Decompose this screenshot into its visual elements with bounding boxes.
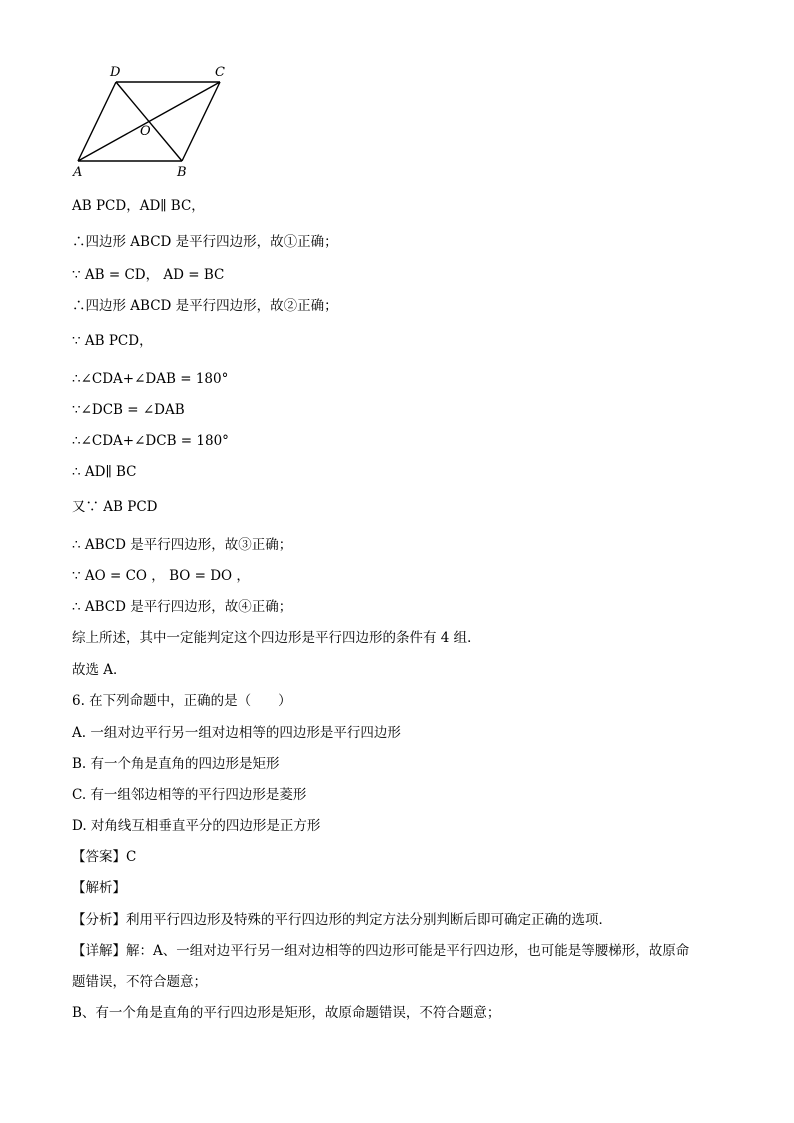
text-line-content: AB PCD，AD∥ BC， (72, 198, 205, 214)
label-a: A (73, 165, 83, 180)
text-line-content: ∵∠DCB = ∠DAB (72, 402, 185, 418)
text-line (72, 536, 292, 554)
parallelogram-figure (70, 62, 240, 182)
text-line-content: ∵ AB PCD， (72, 333, 153, 349)
text-line (72, 598, 292, 616)
text-line (72, 332, 153, 350)
text-line (72, 401, 185, 419)
text-line-content: 【分析】利用平行四边形及特殊的平行四边形的判定方法分别判断后即可确定正确的选项． (72, 912, 612, 928)
text-line-content: 综上所述，其中一定能判定这个四边形是平行四边形的条件有 4 组． (72, 630, 481, 646)
text-line-content: ∴四边形 ABCD 是平行四边形，故①正确； (72, 234, 338, 250)
text-line (72, 879, 126, 897)
text-line-content: D. 对角线互相垂直平分的四边形是正方形 (72, 818, 321, 834)
text-line (72, 911, 612, 929)
label-b: B (177, 165, 187, 180)
text-line-content: ∴ ABCD 是平行四边形，故④正确； (72, 599, 293, 615)
text-line (72, 817, 320, 835)
edge-bc (182, 82, 220, 161)
text-line (72, 233, 338, 251)
text-line (72, 370, 228, 388)
text-line (72, 1004, 500, 1022)
text-line (72, 755, 280, 773)
text-line (72, 786, 306, 804)
text-line-content: ∴∠CDA+∠DCB = 180° (72, 433, 229, 449)
text-line-content: B、有一个角是直角的平行四边形是矩形，故原命题错误，不符合题意； (72, 1005, 501, 1021)
text-line-content: 【解析】 (72, 880, 126, 896)
text-line (72, 266, 224, 284)
text-line (72, 567, 250, 585)
text-line-content: ∵ AO = CO ， BO = DO ， (72, 568, 250, 584)
text-line-content: 故选 A． (72, 662, 127, 678)
diagonal-bd (116, 82, 182, 161)
text-line-content: A. 一组对边平行另一组对边相等的四边形是平行四边形 (72, 725, 401, 741)
text-line (72, 724, 401, 742)
text-line-content: 题错误，不符合题意； (72, 974, 207, 990)
text-line (72, 432, 229, 450)
text-line-content: ∴ ABCD 是平行四边形，故③正确； (72, 537, 293, 553)
text-line-content: ∴四边形 ABCD 是平行四边形，故②正确； (72, 298, 338, 314)
text-line (72, 498, 158, 516)
text-line-content: B. 有一个角是直角的四边形是矩形 (72, 756, 280, 772)
text-line-content: C. 有一组邻边相等的平行四边形是菱形 (72, 787, 307, 803)
label-o: O (140, 124, 151, 139)
text-line (72, 463, 136, 481)
text-line (72, 973, 207, 991)
text-line (72, 692, 292, 710)
text-line-content: 6. 在下列命题中，正确的是（ ） (72, 693, 292, 709)
text-line-content: 又∵ AB PCD (72, 499, 158, 515)
text-line (72, 942, 689, 960)
text-line (72, 848, 136, 866)
text-line-content: 【详解】解：A、一组对边平行另一组对边相等的四边形可能是平行四边形，也可能是等腰梯形，故原命 (72, 943, 690, 959)
text-line (72, 629, 481, 647)
label-d: D (110, 65, 121, 80)
text-line (72, 661, 127, 679)
edge-da (78, 82, 116, 161)
label-c: C (215, 65, 225, 80)
text-line-content: ∵ AB = CD， AD = BC (72, 267, 225, 283)
text-line (72, 197, 205, 215)
text-line-content: ∴ AD∥ BC (72, 464, 137, 480)
text-line (72, 297, 338, 315)
text-line-content: ∴∠CDA+∠DAB = 180° (72, 371, 229, 387)
text-line-content: 【答案】C (72, 849, 137, 865)
